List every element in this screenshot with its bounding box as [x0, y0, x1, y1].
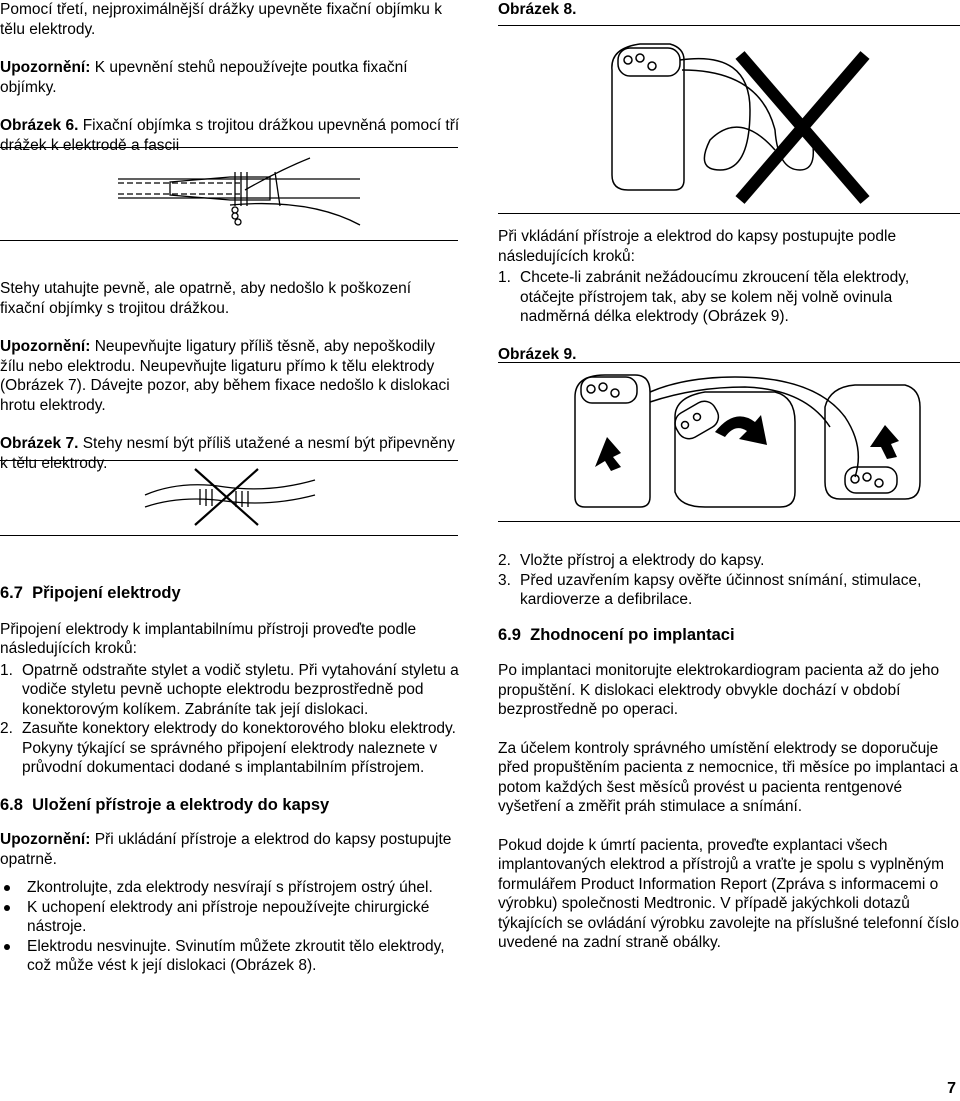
bullet-text: K uchopení elektrody ani přístroje nepoužívejte chirurgické nástroje.	[27, 898, 430, 935]
bullet-icon	[4, 944, 10, 950]
figure-label: Obrázek 7.	[0, 435, 79, 452]
intro-paragraph: Pomocí třetí, nejproximálnější drážky upevněte fixační objímku k tělu elektrody.	[0, 1, 442, 38]
section-6-9-heading	[498, 626, 960, 646]
crossed-coiled-lead-illustration-icon	[600, 30, 960, 210]
post-implant-paragraph-1: Po implantaci monitorujte elektrokardiogram pacienta až do jeho propuštění. K dislokaci elektrody obvykle dochází v období bezprostředně po operaci.	[498, 662, 940, 718]
bullet-text: Elektrodu nesvinujte. Svinutím můžete zkroutit tělo elektrody, což může vést k její dislokaci (Obrázek 8).	[27, 937, 445, 974]
figure-8-bottom-rule	[498, 213, 960, 214]
step-text: Vložte přístroj a elektrody do kapsy.	[520, 552, 765, 569]
warning-text: K upevnění stehů nepoužívejte poutka fixační objímky.	[0, 59, 408, 96]
list-item	[498, 551, 960, 571]
list-item	[0, 661, 460, 720]
left-column-bottom	[0, 584, 460, 976]
anchoring-sleeve-illustration-icon	[110, 150, 370, 235]
list-item	[0, 937, 460, 976]
section-number: 6.9	[498, 625, 521, 644]
bullet-text: Zkontrolujte, zda elektrody nesvírají s přístrojem ostrý úhel.	[27, 879, 433, 896]
section-6-8-heading	[0, 796, 460, 816]
crossed-ligature-illustration-icon	[140, 465, 320, 530]
post-implant-paragraph-3: Pokud dojde k úmrtí pacienta, proveďte explantaci všech implantovaných elektrod a přístrojů a vraťte je spolu s vyplněným formulářem Product Information Report (Zpráva s informacemi o výrobku) společnosti Medtronic. V případě jakýchkoli dotazů týkajících se ovládání výrobku zavolejte na příslušné telefonní číslo uvedené na zadní straně obálky.	[498, 836, 959, 951]
stitches-paragraph: Stehy utahujte pevně, ale opatrně, aby nedošlo k poškození fixační objímky s trojitou drážkou.	[0, 280, 412, 317]
section-title: Připojení elektrody	[32, 584, 181, 602]
figure-6-top-rule	[0, 147, 458, 148]
step-number: 2.	[0, 720, 13, 737]
list-item	[0, 719, 460, 778]
step-text: Zasuňte konektory elektrody do konektorového bloku elektrody. Pokyny týkající se správného připojení elektrody naleznete v průvodní dokumentaci dodané s implantabilním přístrojem.	[22, 720, 456, 776]
list-item	[498, 268, 960, 327]
step-text: Opatrně odstraňte stylet a vodič styletu. Při vytahování styletu a vodiče styletu pevně uchopte elektrodu bezprostředně pod konektorovým kolíkem. Zabráníte tak její dislokaci.	[22, 661, 459, 718]
figure-label: Obrázek 6.	[0, 117, 79, 134]
list-item	[498, 571, 960, 610]
section-title: Uložení přístroje a elektrody do kapsy	[32, 795, 330, 814]
warning-text: Při ukládání přístroje a elektrod do kapsy postupujte opatrně.	[0, 831, 452, 868]
warning-sutures	[0, 58, 460, 97]
bullet-icon	[4, 885, 10, 891]
step-number: 2.	[498, 552, 511, 569]
list-item	[0, 878, 460, 898]
figure-8-top-rule	[498, 25, 960, 26]
section-6-8-bullets	[0, 878, 460, 976]
device-rotation-illustration-icon	[555, 367, 935, 517]
warning-label: Upozornění:	[0, 59, 91, 76]
step-number: 1.	[0, 661, 13, 679]
post-implant-paragraph-2: Za účelem kontroly správného umístění elektrody se doporučuje před propuštěním pacienta z nemocnice, tři měsíce po implantaci a potom každých šest měsíců provést u pacienta rentgenové vyšetření a změřit práh stimulace a snímání.	[498, 739, 959, 815]
step-text: Chcete-li zabránit nežádoucímu zkroucení těla elektrody, otáčejte přístrojem tak, aby se kolem něj volně ovinula nadměrná délka elektrody (Obrázek 9).	[520, 269, 910, 325]
figure-9-label: Obrázek 9.	[498, 345, 577, 363]
section-6-8-steps-continued	[498, 551, 960, 610]
figure-8-label: Obrázek 8.	[498, 1, 577, 18]
page-number: 7	[947, 1080, 956, 1097]
section-6-7-steps	[0, 661, 460, 778]
section-6-7-heading	[0, 584, 460, 604]
figure-6-bottom-rule	[0, 240, 458, 241]
warning-text: Neupevňujte ligatury příliš těsně, aby nepoškodily žílu nebo elektrodu. Neupevňujte ligaturu přímo k tělu elektrody (Obrázek 7). Dávejte pozor, aby během fixace nedošlo k dislokaci hrotu elektrody.	[0, 338, 450, 414]
step-number: 3.	[498, 571, 511, 589]
right-column-insert	[498, 227, 960, 364]
section-6-8-warning	[0, 830, 460, 869]
warning-label: Upozornění:	[0, 831, 91, 848]
insert-intro: Při vkládání přístroje a elektrod do kapsy postupujte podle následujících kroků:	[498, 228, 897, 265]
right-column-bottom	[498, 551, 960, 953]
insert-steps	[498, 268, 960, 327]
bullet-icon	[4, 905, 10, 911]
warning-label: Upozornění:	[0, 338, 91, 355]
figure-7-bottom-rule	[0, 535, 458, 536]
figure-caption-text: Stehy nesmí být příliš utažené a nesmí být připevněny k tělu elektrody.	[0, 435, 455, 472]
figure-caption-text: Fixační objímka s trojitou drážkou upevněná pomocí tří drážek k elektrodě a fascii	[0, 117, 460, 154]
list-item	[0, 898, 460, 937]
figure-9-top-rule	[498, 362, 960, 363]
section-title: Zhodnocení po implantaci	[530, 625, 735, 644]
section-number: 6.7	[0, 584, 23, 602]
left-column-middle	[0, 279, 460, 473]
step-text: Před uzavřením kapsy ověřte účinnost snímání, stimulace, kardioverze a defibrilace.	[520, 571, 922, 608]
section-6-7-intro: Připojení elektrody k implantabilnímu přístroji proveďte podle následujících kroků:	[0, 620, 417, 657]
step-number: 1.	[498, 269, 511, 286]
right-column-top	[498, 0, 960, 20]
figure-9-bottom-rule	[498, 521, 960, 522]
warning-ligatures	[0, 337, 460, 415]
left-column-top	[0, 0, 460, 155]
section-number: 6.8	[0, 795, 23, 814]
figure-7-top-rule	[0, 460, 458, 461]
